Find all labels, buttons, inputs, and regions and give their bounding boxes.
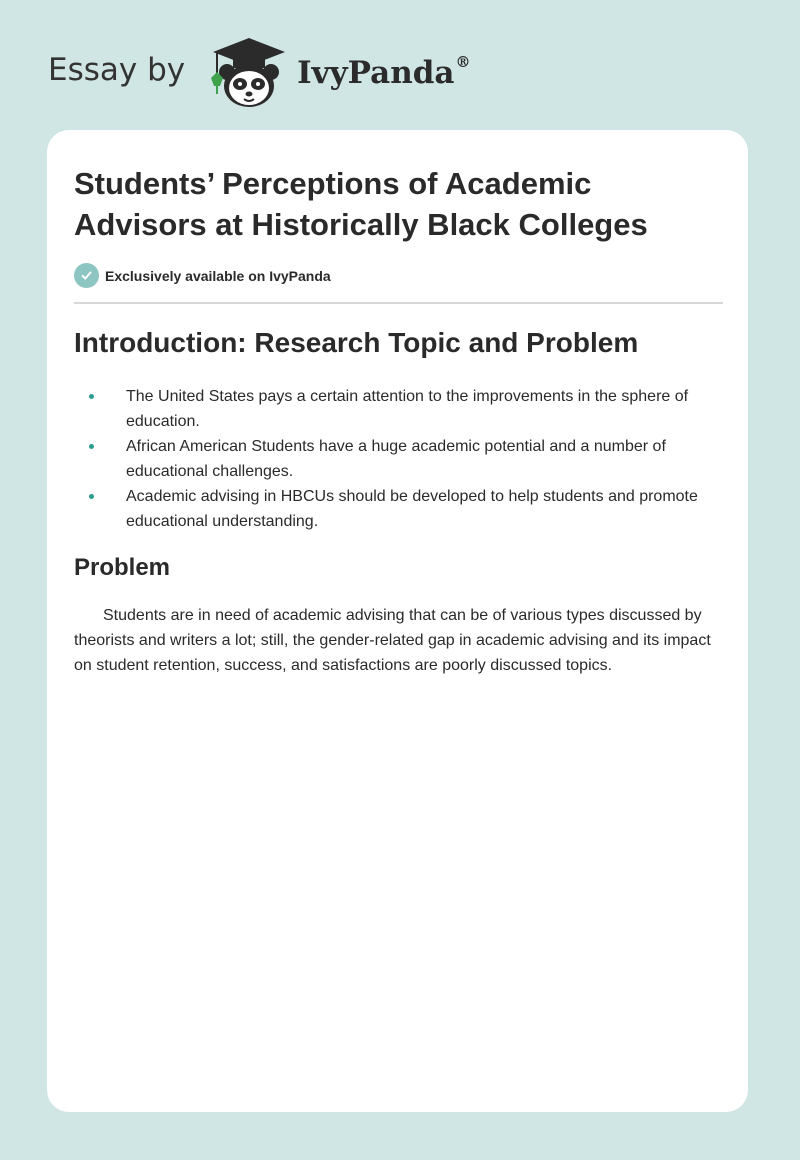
list-item-text: Academic advising in HBCUs should be developed to help students and promote educational understanding. xyxy=(126,488,698,530)
section-heading: Introduction: Research Topic and Problem xyxy=(74,327,639,358)
divider xyxy=(74,302,723,304)
essay-by-label: Essay by xyxy=(48,52,186,88)
list-item-text: African American Students have a huge academic potential and a number of educational challenges. xyxy=(126,438,666,480)
bullet-icon xyxy=(89,444,94,449)
brand-name[interactable]: IvyPanda® xyxy=(297,53,471,91)
bullet-icon xyxy=(89,494,94,499)
exclusive-badge-text: Exclusively available on IvyPanda xyxy=(105,267,331,284)
exclusive-badge xyxy=(74,263,331,288)
site-header xyxy=(48,36,471,108)
subheading-problem: Problem xyxy=(74,554,171,581)
document-card xyxy=(47,130,748,1112)
list-item xyxy=(74,484,734,534)
problem-paragraph: Students are in need of academic advising that can be of various types discussed by theorists and writers a lot; still, the gender-related gap in academic advising and its impact on student retention, success, and satisfactions are poorly discussed topics. xyxy=(74,607,711,674)
bullet-list xyxy=(74,384,734,534)
list-item-text: The United States pays a certain attention to the improvements in the sphere of education. xyxy=(126,388,689,430)
list-item xyxy=(74,384,734,434)
list-item xyxy=(74,434,734,484)
page-title: Students’ Perceptions of Academic Advisors at Historically Black Colleges xyxy=(74,166,648,242)
bullet-icon xyxy=(89,394,94,399)
panda-logo-icon[interactable] xyxy=(203,36,295,108)
check-icon xyxy=(74,263,99,288)
